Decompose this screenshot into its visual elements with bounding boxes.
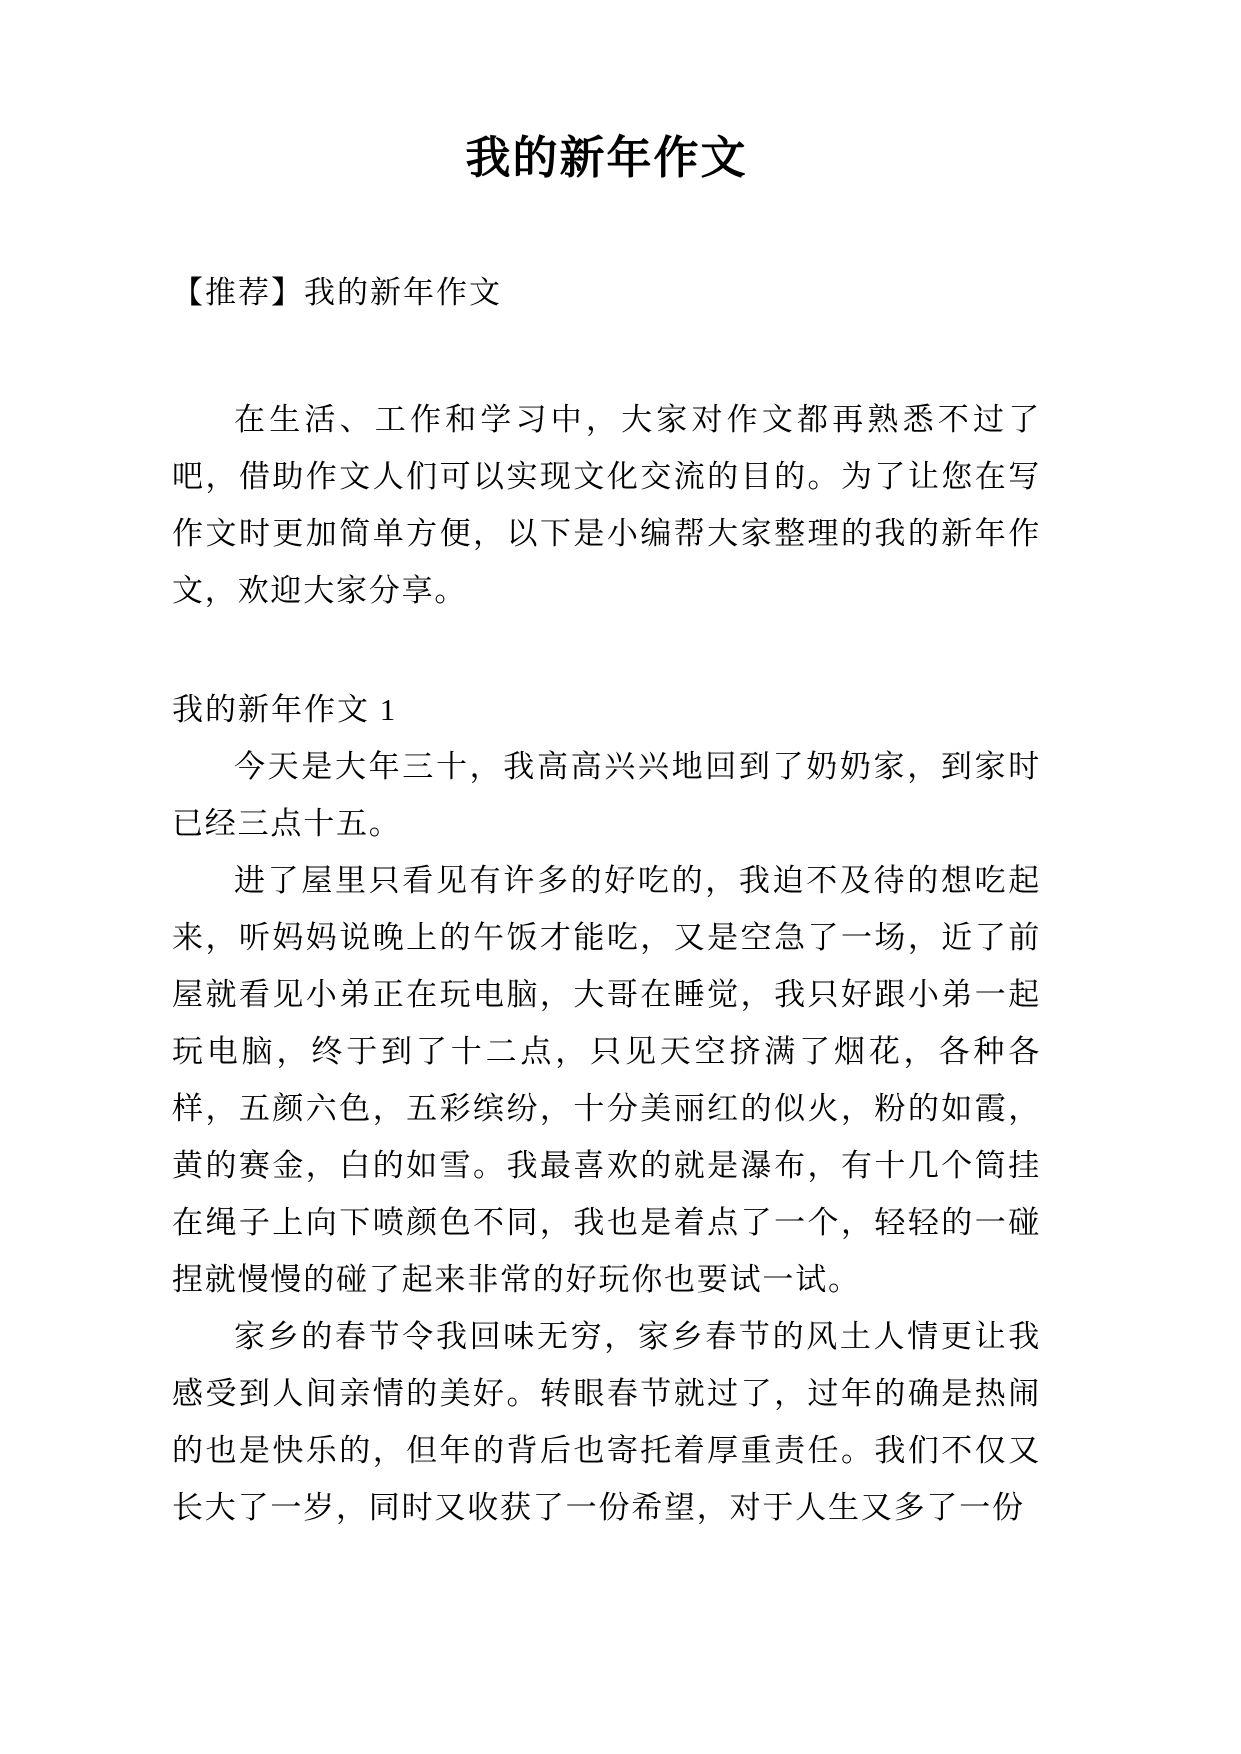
- document-title: 我的新年作文: [465, 133, 748, 183]
- section-heading-essay-1: 我的新年作文 1: [172, 692, 398, 727]
- essay-paragraph-3: 家乡的春节令我回味无穷，家乡春节的风土人情更让我感受到人间亲情的美好。转眼春节就过了，过年的确是热闹的也是快乐的，但年的背后也寄托着厚重责任。我们不仅又长大了一岁，同时又收获了一份希望，对于人生又多了一份: [172, 1319, 1041, 1525]
- essay-paragraph-2: 进了屋里只看见有许多的好吃的，我迫不及待的想吃起来，听妈妈说晚上的午饭才能吃，又是空急了一场，近了前屋就看见小弟正在玩电脑，大哥在睡觉，我只好跟小弟一起玩电脑，终于到了十二点，只见天空挤满了烟花，各种各样，五颜六色，五彩缤纷，十分美丽红的似火，粉的如霞，黄的赛金，白的如雪。我最喜欢的就是瀑布，有十几个筒挂在绳子上向下喷颜色不同，我也是着点了一个，轻轻的一碰捏就慢慢的碰了起来非常的好玩你也要试一试。: [172, 863, 1041, 1297]
- essay-paragraph-1: 今天是大年三十，我高高兴兴地回到了奶奶家，到家时已经三点十五。: [172, 749, 1041, 841]
- intro-paragraph: 在生活、工作和学习中，大家对作文都再熟悉不过了吧，借助作文人们可以实现文化交流的目的。为了让您在写作文时更加简单方便，以下是小编帮大家整理的我的新年作文，欢迎大家分享。: [172, 402, 1041, 608]
- recommend-line: 【推荐】我的新年作文: [172, 275, 502, 310]
